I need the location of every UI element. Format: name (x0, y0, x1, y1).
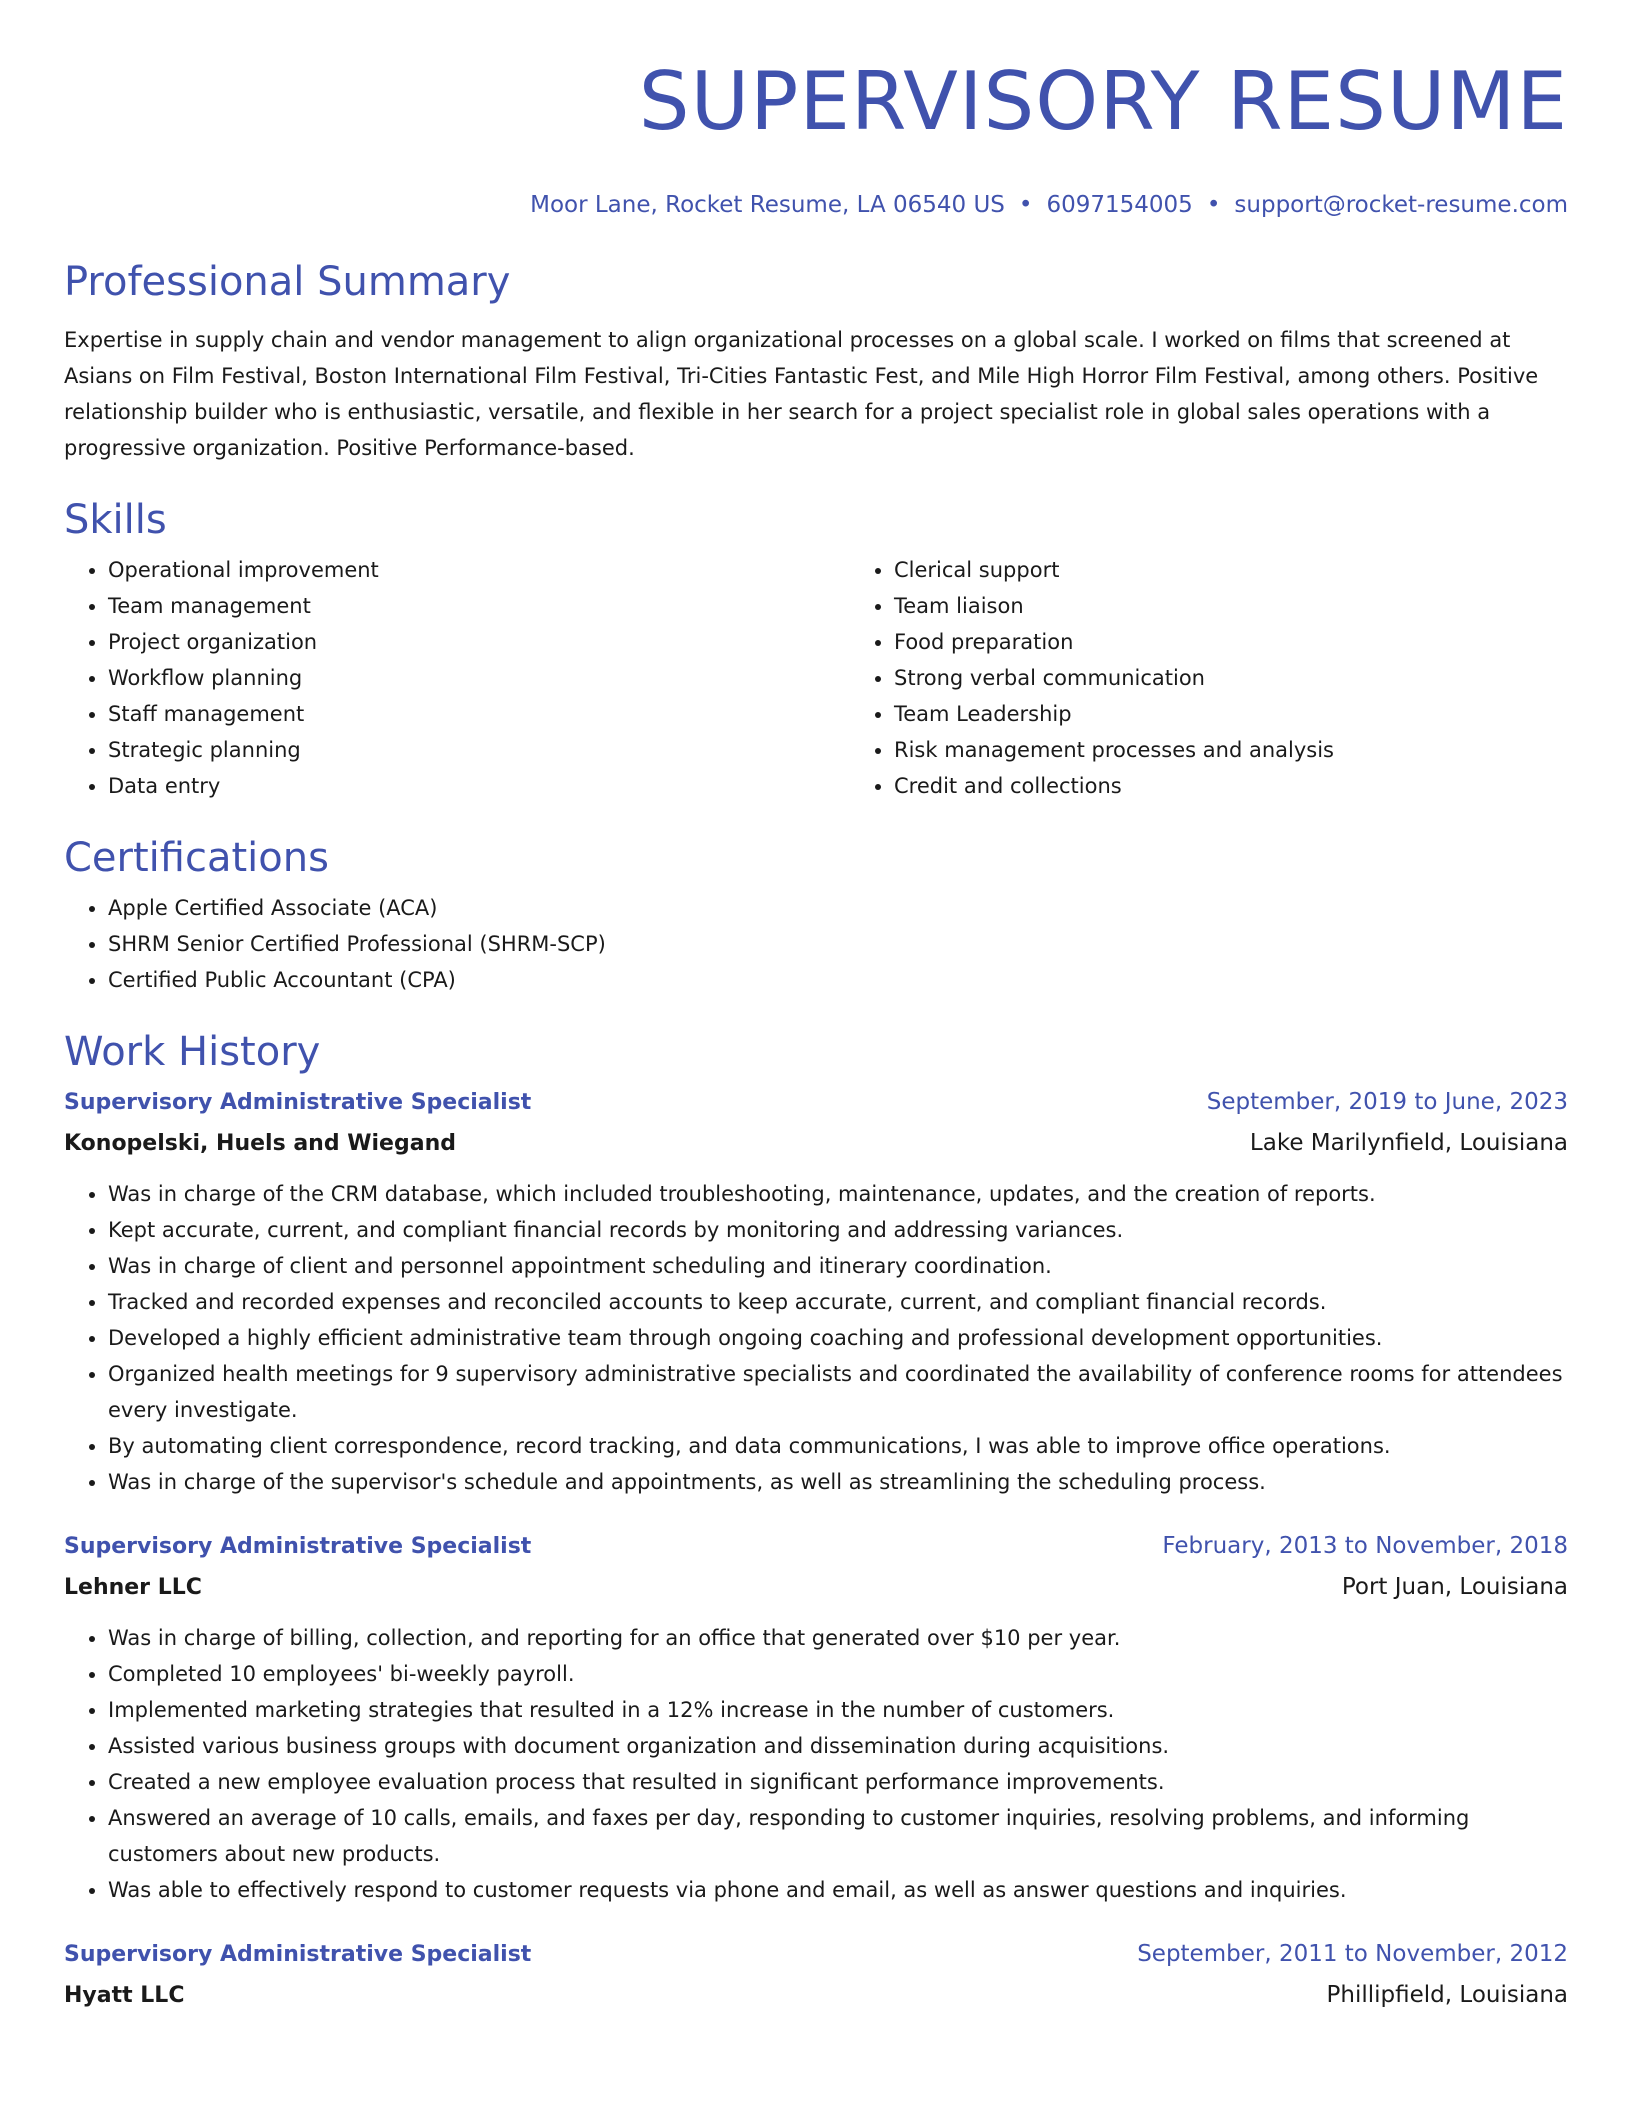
contact-separator: • (1018, 192, 1033, 218)
skill-item: • Strong verbal communication (894, 660, 1632, 696)
job-entry (64, 1082, 1568, 1500)
job-bullets (64, 1176, 1568, 1500)
job-bullet: • Was able to effectively respond to customer requests via phone and email, as well as answer questions and inquiries. (108, 1872, 1568, 1908)
job-dates: February, 2013 to November, 2018 (1162, 1533, 1568, 1559)
job-header (64, 1526, 1568, 1567)
job-subheader (64, 1567, 1568, 1608)
skill-item: • Staff management (108, 696, 850, 732)
skill-item: • Data entry (108, 768, 850, 804)
skills-columns (64, 552, 1568, 804)
skills-list-left (64, 552, 850, 804)
job-bullet: • By automating client correspondence, record tracking, and data communications, I was able to improve office operations. (108, 1428, 1568, 1464)
job-bullet: • Was in charge of the CRM database, which included troubleshooting, maintenance, updates, and the creation of reports. (108, 1176, 1568, 1212)
skill-item: • Operational improvement (108, 552, 850, 588)
job-dates: September, 2019 to June, 2023 (1206, 1089, 1568, 1115)
skill-item: • Clerical support (894, 552, 1632, 588)
job-header (64, 1934, 1568, 1975)
job-bullet: • Was in charge of the supervisor's schedule and appointments, as well as streamlining the scheduling process. (108, 1464, 1568, 1500)
job-bullet: • Implemented marketing strategies that resulted in a 12% increase in the number of customers. (108, 1692, 1568, 1728)
skill-item: • Food preparation (894, 624, 1632, 660)
certifications-list (64, 890, 1568, 998)
skill-item: • Credit and collections (894, 768, 1632, 804)
summary-text: Expertise in supply chain and vendor management to align organizational processes on a global scale. I worked on films that screened at Asians on Film Festival, Boston International Film Festival, Tri-Cities Fantastic Fest, and Mile High Horror Film Festival, among others. Positive relationship builder who is enthusiastic, versatile, and flexible in her search for a project specialist role in global sales operations with a progressive organization. Positive Performance-based. (64, 328, 1539, 460)
job-bullet: • Answered an average of 10 calls, emails, and faxes per day, responding to customer inquiries, resolving problems, and informing customers about new products. (108, 1800, 1568, 1872)
job-title: Supervisory Administrative Specialist (64, 1942, 532, 1967)
job-header (64, 1082, 1568, 1123)
job-subheader (64, 1975, 1568, 2016)
contact-email[interactable]: support@rocket-resume.com (1234, 192, 1568, 218)
contact-address: Moor Lane, Rocket Resume, LA 06540 US (530, 192, 1005, 218)
job-location: Lake Marilynfield, Louisiana (1249, 1130, 1568, 1156)
contact-phone[interactable]: 6097154005 (1046, 192, 1193, 218)
skill-item: • Strategic planning (108, 732, 850, 768)
certification-item: • SHRM Senior Certified Professional (SHRM-SCP) (108, 926, 1568, 962)
job-entry (64, 1526, 1568, 1908)
skill-item: • Risk management processes and analysis (894, 732, 1632, 768)
skill-item: • Team liaison (894, 588, 1632, 624)
job-bullet: • Tracked and recorded expenses and reconciled accounts to keep accurate, current, and compliant financial records. (108, 1284, 1568, 1320)
job-dates: September, 2011 to November, 2012 (1137, 1941, 1568, 1967)
work-history-heading: Work History (64, 1029, 321, 1075)
skill-item: • Team Leadership (894, 696, 1632, 732)
job-bullets (64, 1620, 1568, 1908)
job-bullet: • Kept accurate, current, and compliant financial records by monitoring and addressing variances. (108, 1212, 1568, 1248)
job-location: Phillipfield, Louisiana (1326, 1982, 1568, 2008)
job-company: Konopelski, Huels and Wiegand (64, 1131, 456, 1156)
job-bullet: • Developed a highly efficient administrative team through ongoing coaching and professional development opportunities. (108, 1320, 1568, 1356)
job-bullet: • Was in charge of client and personnel appointment scheduling and itinerary coordination. (108, 1248, 1568, 1284)
contact-line (64, 190, 1568, 220)
job-bullet: • Was in charge of billing, collection, and reporting for an office that generated over $10 per year. (108, 1620, 1568, 1656)
skills-list-right (850, 552, 1632, 804)
skill-item: • Project organization (108, 624, 850, 660)
job-entry (64, 1934, 1568, 2016)
certification-item: • Certified Public Accountant (CPA) (108, 962, 1568, 998)
job-location: Port Juan, Louisiana (1341, 1574, 1568, 1600)
job-bullet: • Created a new employee evaluation process that resulted in significant performance improvements. (108, 1764, 1568, 1800)
job-subheader (64, 1123, 1568, 1164)
job-company: Lehner LLC (64, 1575, 202, 1600)
skill-item: • Team management (108, 588, 850, 624)
job-title: Supervisory Administrative Specialist (64, 1090, 532, 1115)
summary-heading: Professional Summary (64, 259, 511, 305)
job-bullet: • Organized health meetings for 9 supervisory administrative specialists and coordinated the availability of conference rooms for attendees every investigate. (108, 1356, 1568, 1428)
job-title: Supervisory Administrative Specialist (64, 1534, 532, 1559)
job-company: Hyatt LLC (64, 1983, 185, 2008)
skill-item: • Workflow planning (108, 660, 850, 696)
contact-separator: • (1206, 192, 1221, 218)
resume-name: SUPERVISORY RESUME (638, 55, 1568, 148)
job-bullet: • Completed 10 employees' bi-weekly payroll. (108, 1656, 1568, 1692)
certifications-heading: Certifications (64, 835, 329, 881)
skills-heading: Skills (64, 497, 167, 543)
job-bullet: • Assisted various business groups with document organization and dissemination during acquisitions. (108, 1728, 1568, 1764)
certification-item: • Apple Certified Associate (ACA) (108, 890, 1568, 926)
